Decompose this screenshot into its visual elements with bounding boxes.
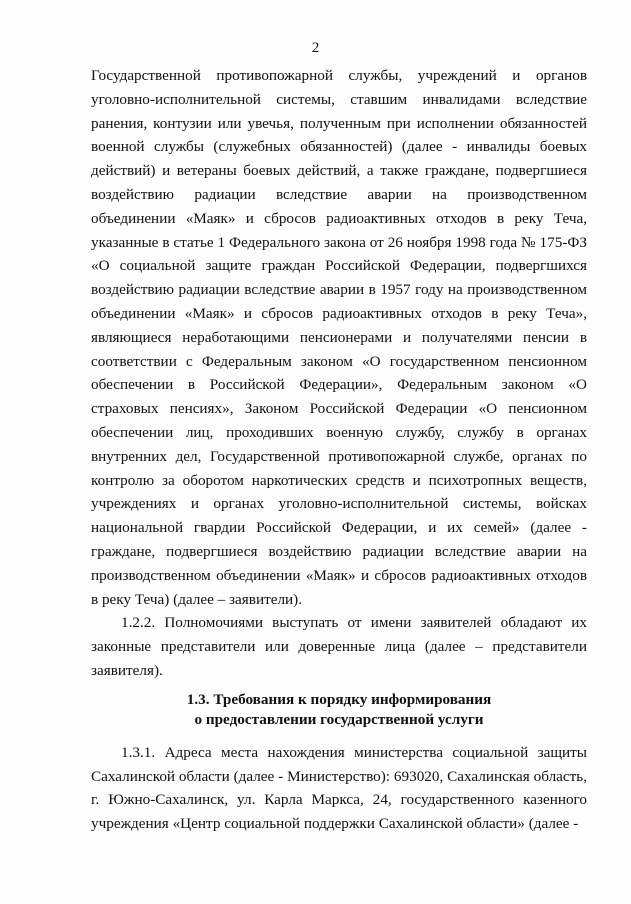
paragraph-recipients: Государственной противопожарной службы, учреждений и органов уголовно-исполнительной системы, ставшим инвалидами вследствие ранения, контузии или увечья, полученным при исполнении обязанностей военной службы (служебных обязанностей) (далее - инвалиды боевых действий) и ветераны боевых действий, а также граждане, подвергшиеся воздействию радиации вследствие аварии на производственном объединении «Маяк» и сбросов радиоактивных отходов в реку Теча, указанные в статье 1 Федерального закона от 26 ноября 1998 года № 175-ФЗ «О социальной защите граждан Российской Федерации, подвергшихся воздействию радиации вследствие аварии в 1957 году на производственном объединении «Маяк» и сбросов радиоактивных отходов в реку Теча», являющиеся неработающими пенсионерами и получателями пенсии в соответствии с Федеральным законом «О государственном пенсионном обеспечении в Российской Федерации», Федеральным законом «О страховых пенсиях», Законом Российской Федерации «О пенсионном обеспечении лиц, проходивших военную службу, службу в органах внутренних дел, Государственной противопожарной службе, органах по контролю за оборотом наркотических средств и психотропных веществ, учреждениях и органах уголовно-исполнительной системы, войсках национальной гвардии Российской Федерации, и их семей» (далее - граждане, подвергшиеся воздействию радиации вследствие аварии на производственном объединении «Маяк» и сбросов радиоактивных отходов в реку Теча) (далее – заявители). (91, 67, 587, 608)
paragraph-1-2-2: 1.2.2. Полномочиями выступать от имени заявителей обладают их законные представители или доверенные лица (далее – представители заявителя). (91, 614, 587, 679)
document-body (91, 64, 587, 836)
heading-line-2: о предоставлении государственной услуги (194, 710, 484, 728)
section-heading-1-3 (91, 690, 587, 730)
heading-line-1: 1.3. Требования к порядку информирования (186, 690, 492, 708)
paragraph-1-3-1: 1.3.1. Адреса места нахождения министерства социальной защиты Сахалинской области (далее - Министерство): 693020, Сахалинская область, г. Южно-Сахалинск, ул. Карла Маркса, 24, государственного казенного учреждения «Центр социальной поддержки Сахалинской области» (далее - (91, 743, 587, 833)
page-number: 2 (311, 40, 320, 56)
